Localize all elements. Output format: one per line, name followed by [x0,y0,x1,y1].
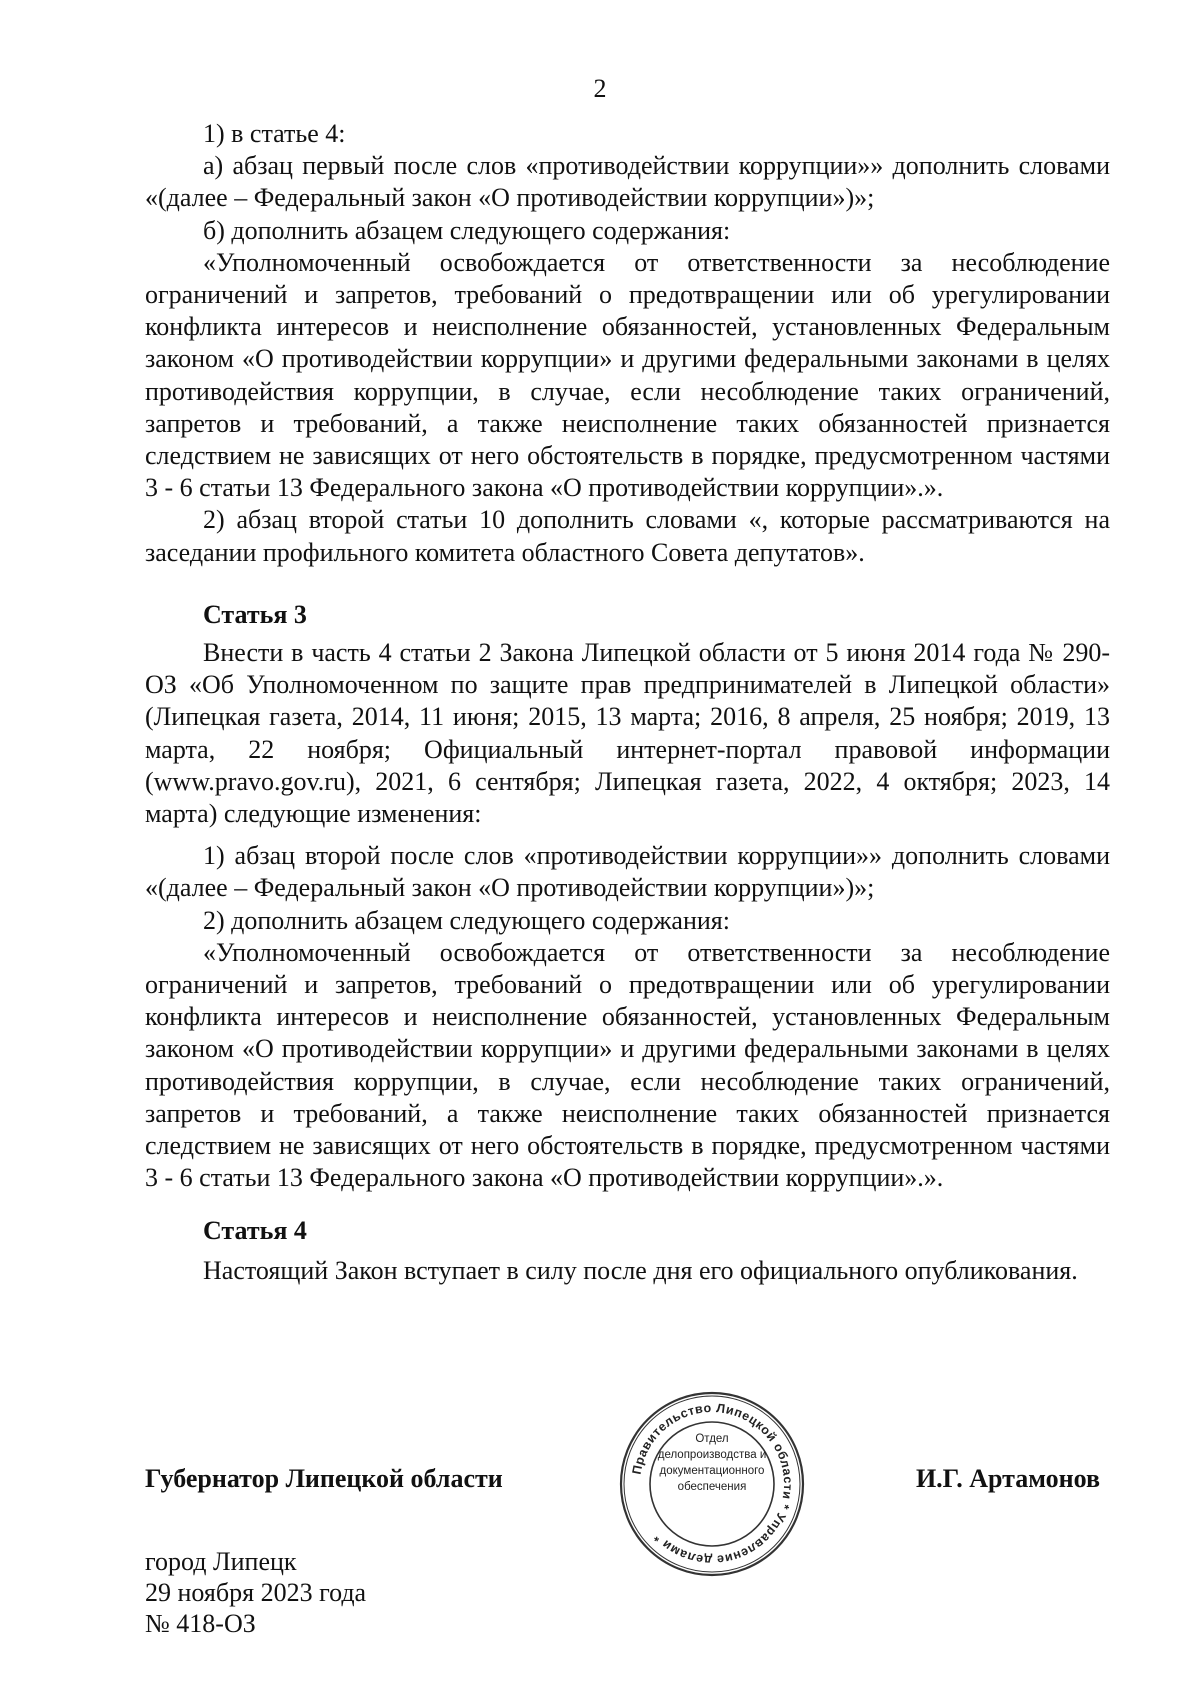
article-4-text: Настоящий Закон вступает в силу после дня его официального опубликования. [203,1255,1078,1285]
signatory-position: Губернатор Липецкой области [145,1464,503,1493]
article-3-item: 2) дополнить абзацем следующего содержания: [203,905,730,935]
article-3-heading: Статья 3 [203,599,307,629]
paragraph: 1) в статье 4: [203,119,346,148]
signatory-name: И.Г. Артамонов [915,1464,1100,1493]
article-4-heading: Статья 4 [203,1215,307,1245]
page-number: 2 [593,74,607,103]
article-3-intro: Внести в часть 4 статьи 2 Закона Липецкой области от 5 июня 2014 года № 290-ОЗ «Об Уполномоченном по защите прав предпринимателей в Липецкой области» (Липецкая газета, 2014, 11 июня; 2015, 13 марта; 2016, 8 апреля, 25 ноября; 2019, 13 марта, 22 ноября; Официальный интернет-портал правовой информации (www.pravo.gov.ru), 2021, 6 сентября; Липецкая газета, 2022, 4 октября; 2023, 14 марта) следующие изменения: [145,638,1110,829]
paragraph: «Уполномоченный освобождается от ответственности за несоблюдение ограничений и запретов, требований о предотвращении или об урегулировании конфликта интересов и неисполнение обязанностей, установленных Федеральным законом «О противодействии коррупции» и другими федеральными законами в целях противодействия коррупции, в случае, если несоблюдение таких ограничений, запретов и требований, а также неисполнение таких обязанностей признается следствием не зависящих от него обстоятельств в порядке, предусмотренном частями 3 - 6 статьи 13 Федерального закона «О противодействии коррупции».». [145,247,1110,503]
official-stamp [617,1389,807,1579]
paragraph: а) абзац первый после слов «противодействии коррупции»» дополнить словами «(далее – Федеральный закон «О противодействии коррупции»)»; [145,151,1110,213]
document-body [145,118,1110,1287]
stamp-center-text: Отдел делопроизводства и документационного обеспечения [657,1433,767,1493]
stamp-ring-text: Правительство Липецкой области * Управление делами * [629,1400,796,1568]
document-footer [145,1546,366,1639]
footer-number: № 418-ОЗ [145,1609,256,1638]
footer-city: город Липецк [145,1547,297,1576]
footer-date: 29 ноября 2023 года [145,1578,367,1607]
article-3-item: 1) абзац второй после слов «противодействии коррупции»» дополнить словами «(далее – Федеральный закон «О противодействии коррупции»)»; [145,841,1110,903]
article-3-item: «Уполномоченный освобождается от ответственности за несоблюдение ограничений и запретов, требований о предотвращении или об урегулировании конфликта интересов и неисполнение обязанностей, установленных Федеральным законом «О противодействии коррупции» и другими федеральными законами в целях противодействия коррупции, в случае, если несоблюдение таких ограничений, запретов и требований, а также неисполнение таких обязанностей признается следствием не зависящих от него обстоятельств в порядке, предусмотренном частями 3 - 6 статьи 13 Федерального закона «О противодействии коррупции».». [145,937,1110,1193]
paragraph: 2) абзац второй статьи 10 дополнить словами «, которые рассматриваются на заседании профильного комитета областного Совета депутатов». [145,505,1110,567]
paragraph: б) дополнить абзацем следующего содержания: [203,215,731,245]
